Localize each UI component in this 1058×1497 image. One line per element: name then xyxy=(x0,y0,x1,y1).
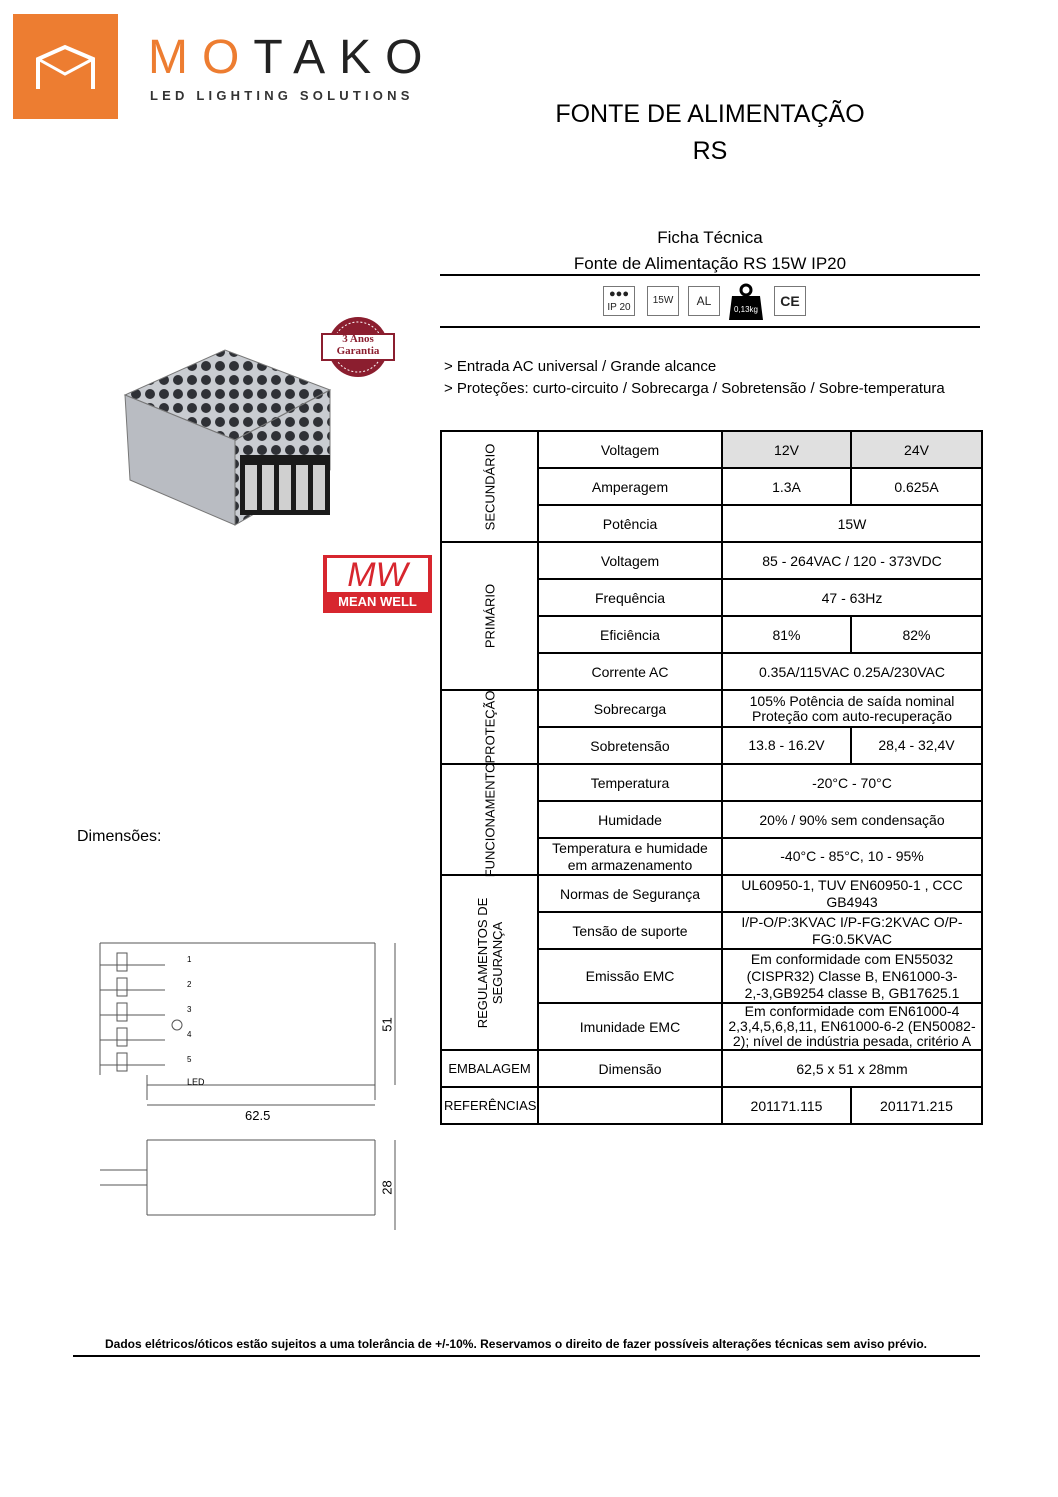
spec-table xyxy=(440,430,983,1125)
cell: 82% xyxy=(851,616,982,653)
row-label: Voltagem xyxy=(538,542,722,579)
house-icon xyxy=(13,14,118,119)
row-label: Tensão de suporte xyxy=(538,912,722,949)
pin-label: 2 xyxy=(187,980,192,989)
row-label: Sobrecarga xyxy=(538,690,722,727)
cell: 85 - 264VAC / 120 - 373VDC xyxy=(722,542,982,579)
cell xyxy=(538,1087,722,1124)
row-label: Amperagem xyxy=(538,468,722,505)
section-protecao: PROTEÇÃO xyxy=(441,690,538,764)
height-dimension: 51 xyxy=(379,1017,395,1032)
divider xyxy=(440,326,980,328)
ref-12v: 201171.115 xyxy=(722,1087,851,1124)
cell: UL60950-1, TUV EN60950-1 , CCC GB4943 xyxy=(722,875,982,912)
row-label: Potência xyxy=(538,505,722,542)
cell: Em conformidade com EN61000-4 2,3,4,5,6,8,11, EN61000-6-2 (EN50082-2); nível de indústria pesada, critério A xyxy=(722,1003,982,1050)
dimension-drawing xyxy=(95,935,415,1235)
row-label: Emissão EMC xyxy=(538,949,722,1003)
divider xyxy=(440,274,980,276)
row-label: Eficiência xyxy=(538,616,722,653)
power-icon: 15W xyxy=(647,286,679,316)
pin-label: 4 xyxy=(187,1030,192,1039)
row-label: Corrente AC xyxy=(538,653,722,690)
footer-divider xyxy=(73,1355,980,1357)
cell: -40°C - 85°C, 10 - 95% xyxy=(722,838,982,875)
cell: 81% xyxy=(722,616,851,653)
cell: 28,4 - 32,4V xyxy=(851,727,982,764)
brand-name: MOTAKO xyxy=(148,31,437,84)
col-12v: 12V xyxy=(722,431,851,468)
row-label: Dimensão xyxy=(538,1050,722,1087)
row-label: Normas de Segurança xyxy=(538,875,722,912)
row-label: Temperatura e humidade em armazenamento xyxy=(538,838,722,875)
cell: Em conformidade com EN55032 (CISPR32) Classe B, EN61000-3-2,-3,GB9254 classe B, GB17625.1 xyxy=(722,949,982,1003)
row-label: Imunidade EMC xyxy=(538,1003,722,1050)
pin-label: 5 xyxy=(187,1055,192,1064)
meanwell-logo: MW MEAN WELL xyxy=(323,555,432,613)
cell: 62,5 x 51 x 28mm xyxy=(722,1050,982,1087)
cell: 47 - 63Hz xyxy=(722,579,982,616)
product-name: Fonte de Alimentação RS 15W IP20 xyxy=(573,254,847,273)
warranty-badge: 3 Anos Garantia xyxy=(318,314,398,380)
ref-24v: 201171.215 xyxy=(851,1087,982,1124)
brand-logo-mark xyxy=(13,14,118,119)
depth-dimension: 28 xyxy=(379,1180,395,1195)
section-funcionamento: FUNCIONAMENTO xyxy=(441,764,538,875)
cell: 0.625A xyxy=(851,468,982,505)
footer-note: Dados elétricos/óticos estão sujeitos a uma tolerância de +/-10%. Reservamos o direito de fazer possíveis alterações técnicas sem aviso prévio. xyxy=(104,1337,928,1351)
row-label: Humidade xyxy=(538,801,722,838)
brand-tagline: LED LIGHTING SOLUTIONS xyxy=(150,88,414,103)
led-label: LED xyxy=(187,1077,205,1087)
row-label: Frequência xyxy=(538,579,722,616)
section-regulamentos: REGULAMENTOS DE SEGURANÇA xyxy=(441,875,538,1050)
section-secundario: SECUNDÁRIO xyxy=(441,431,538,542)
product-image xyxy=(115,345,340,530)
weight-icon: 0,13kg xyxy=(728,283,764,321)
cell: 1.3A xyxy=(722,468,851,505)
pin-label: 1 xyxy=(187,955,192,964)
section-primario: PRIMÁRIO xyxy=(441,542,538,690)
row-label: Temperatura xyxy=(538,764,722,801)
cell: 0.35A/115VAC 0.25A/230VAC xyxy=(722,653,982,690)
ip-rating-icon: ●●● IP 20 xyxy=(603,286,635,316)
section-referencias: REFERÊNCIAS xyxy=(441,1087,538,1124)
cell: 105% Potência de saída nominal Proteção com auto-recuperação xyxy=(722,690,982,727)
col-24v: 24V xyxy=(851,431,982,468)
feature-item: > Proteções: curto-circuito / Sobrecarga / Sobretensão / Sobre-temperatura xyxy=(444,380,945,397)
ce-mark-icon: CE xyxy=(774,286,806,316)
width-dimension: 62.5 xyxy=(245,1108,271,1123)
section-embalagem: EMBALAGEM xyxy=(441,1050,538,1087)
cell: I/P-O/P:3KVAC I/P-FG:2KVAC O/P-FG:0.5KVAC xyxy=(722,912,982,949)
sheet-subtitle: Ficha Técnica xyxy=(657,228,763,247)
cell: -20°C - 70°C xyxy=(722,764,982,801)
cell: 15W xyxy=(722,505,982,542)
cell: 20% / 90% sem condensação xyxy=(722,801,982,838)
dimensions-label: Dimensões: xyxy=(77,828,162,845)
cell: 13.8 - 16.2V xyxy=(722,727,851,764)
feature-item: > Entrada AC universal / Grande alcance xyxy=(444,358,717,375)
page-title-model: RS xyxy=(692,137,728,165)
pin-label: 3 xyxy=(187,1005,192,1014)
material-icon: AL xyxy=(688,286,720,316)
page-title: FONTE DE ALIMENTAÇÃO xyxy=(555,100,865,128)
row-label: Voltagem xyxy=(538,431,722,468)
row-label: Sobretensão xyxy=(538,727,722,764)
